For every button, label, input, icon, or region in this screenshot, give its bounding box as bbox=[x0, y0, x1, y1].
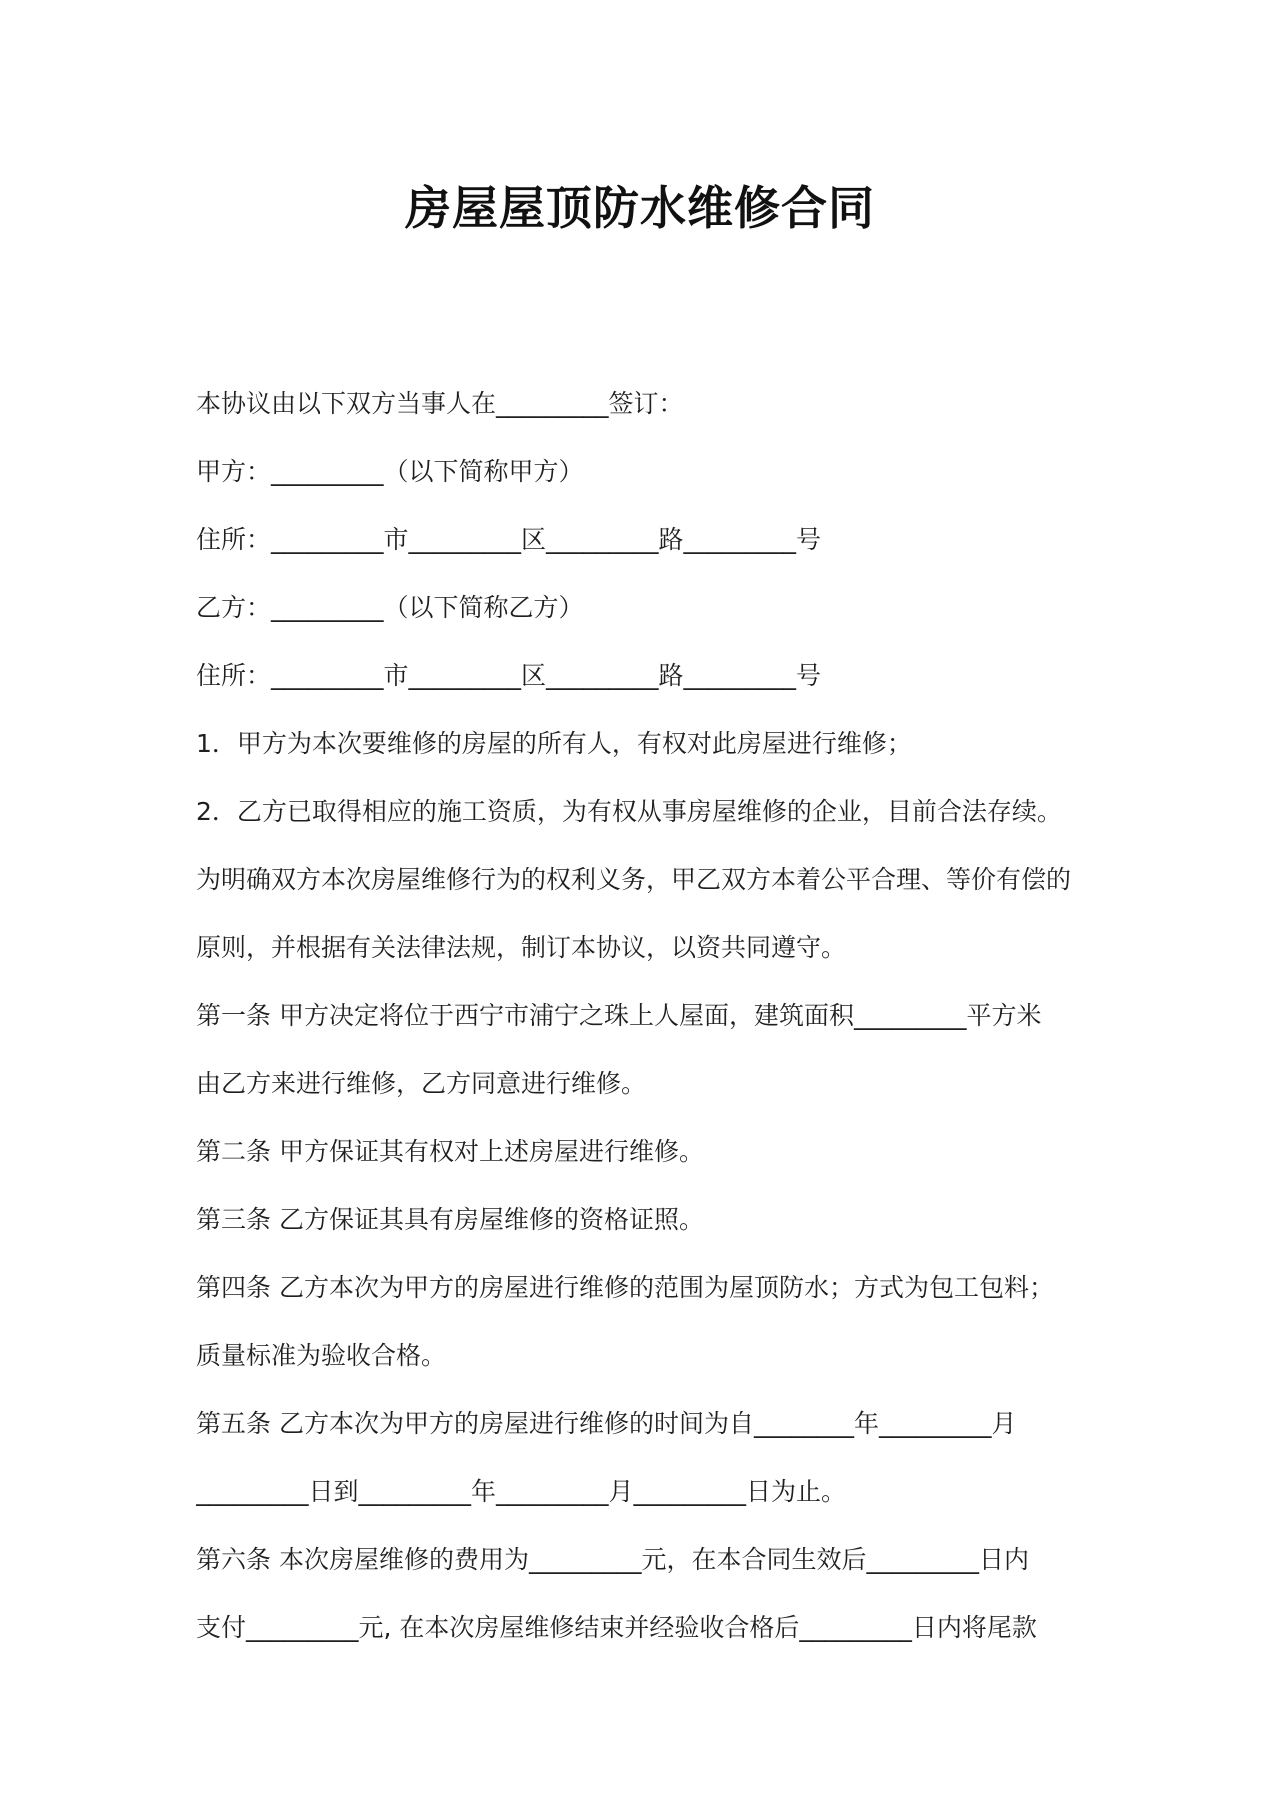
paragraph-recital-1: 1．甲方为本次要维修的房屋的所有人，有权对此房屋进行维修； bbox=[196, 729, 912, 758]
paragraph-purpose-cont: 原则，并根据有关法律法规，制订本协议，以资共同遵守。 bbox=[196, 933, 847, 962]
article-2: 第二条 甲方保证其有权对上述房屋进行维修。 bbox=[196, 1137, 704, 1166]
paragraph-party-a: 甲方：_________（以下简称甲方） bbox=[196, 457, 584, 486]
paragraph-party-b: 乙方：_________（以下简称乙方） bbox=[196, 593, 584, 622]
article-4-cont: 质量标准为验收合格。 bbox=[196, 1341, 447, 1370]
paragraph-signing-location: 本协议由以下双方当事人在_________签订： bbox=[196, 389, 684, 418]
article-1: 第一条 甲方决定将位于西宁市浦宁之珠上人屋面，建筑面积_________平方米 bbox=[196, 1001, 1042, 1030]
article-5-cont: _________日到_________年_________月_________日为止。 bbox=[196, 1477, 847, 1506]
document-title: 房屋屋顶防水维修合同 bbox=[405, 181, 875, 235]
article-4: 第四条 乙方本次为甲方的房屋进行维修的范围为屋顶防水；方式为包工包料； bbox=[196, 1273, 1054, 1302]
paragraph-purpose: 为明确双方本次房屋维修行为的权利义务，甲乙双方本着公平合理、等价有偿的 bbox=[196, 865, 1072, 894]
paragraph-party-a-address: 住所：_________市_________区_________路_________号 bbox=[196, 525, 822, 554]
article-1-cont: 由乙方来进行维修，乙方同意进行维修。 bbox=[196, 1069, 647, 1098]
paragraph-recital-2: 2．乙方已取得相应的施工资质，为有权从事房屋维修的企业，目前合法存续。 bbox=[196, 797, 1062, 826]
document-body bbox=[196, 370, 1102, 1662]
article-6: 第六条 本次房屋维修的费用为_________元，在本合同生效后_________日内 bbox=[196, 1545, 1029, 1574]
article-3: 第三条 乙方保证其具有房屋维修的资格证照。 bbox=[196, 1205, 704, 1234]
article-6-cont: 支付_________元, 在本次房屋维修结束并经验收合格后_________日内将尾款 bbox=[196, 1613, 1037, 1642]
article-5: 第五条 乙方本次为甲方的房屋进行维修的时间为自________年_________月 bbox=[196, 1409, 1017, 1438]
paragraph-party-b-address: 住所：_________市_________区_________路_________号 bbox=[196, 661, 822, 690]
